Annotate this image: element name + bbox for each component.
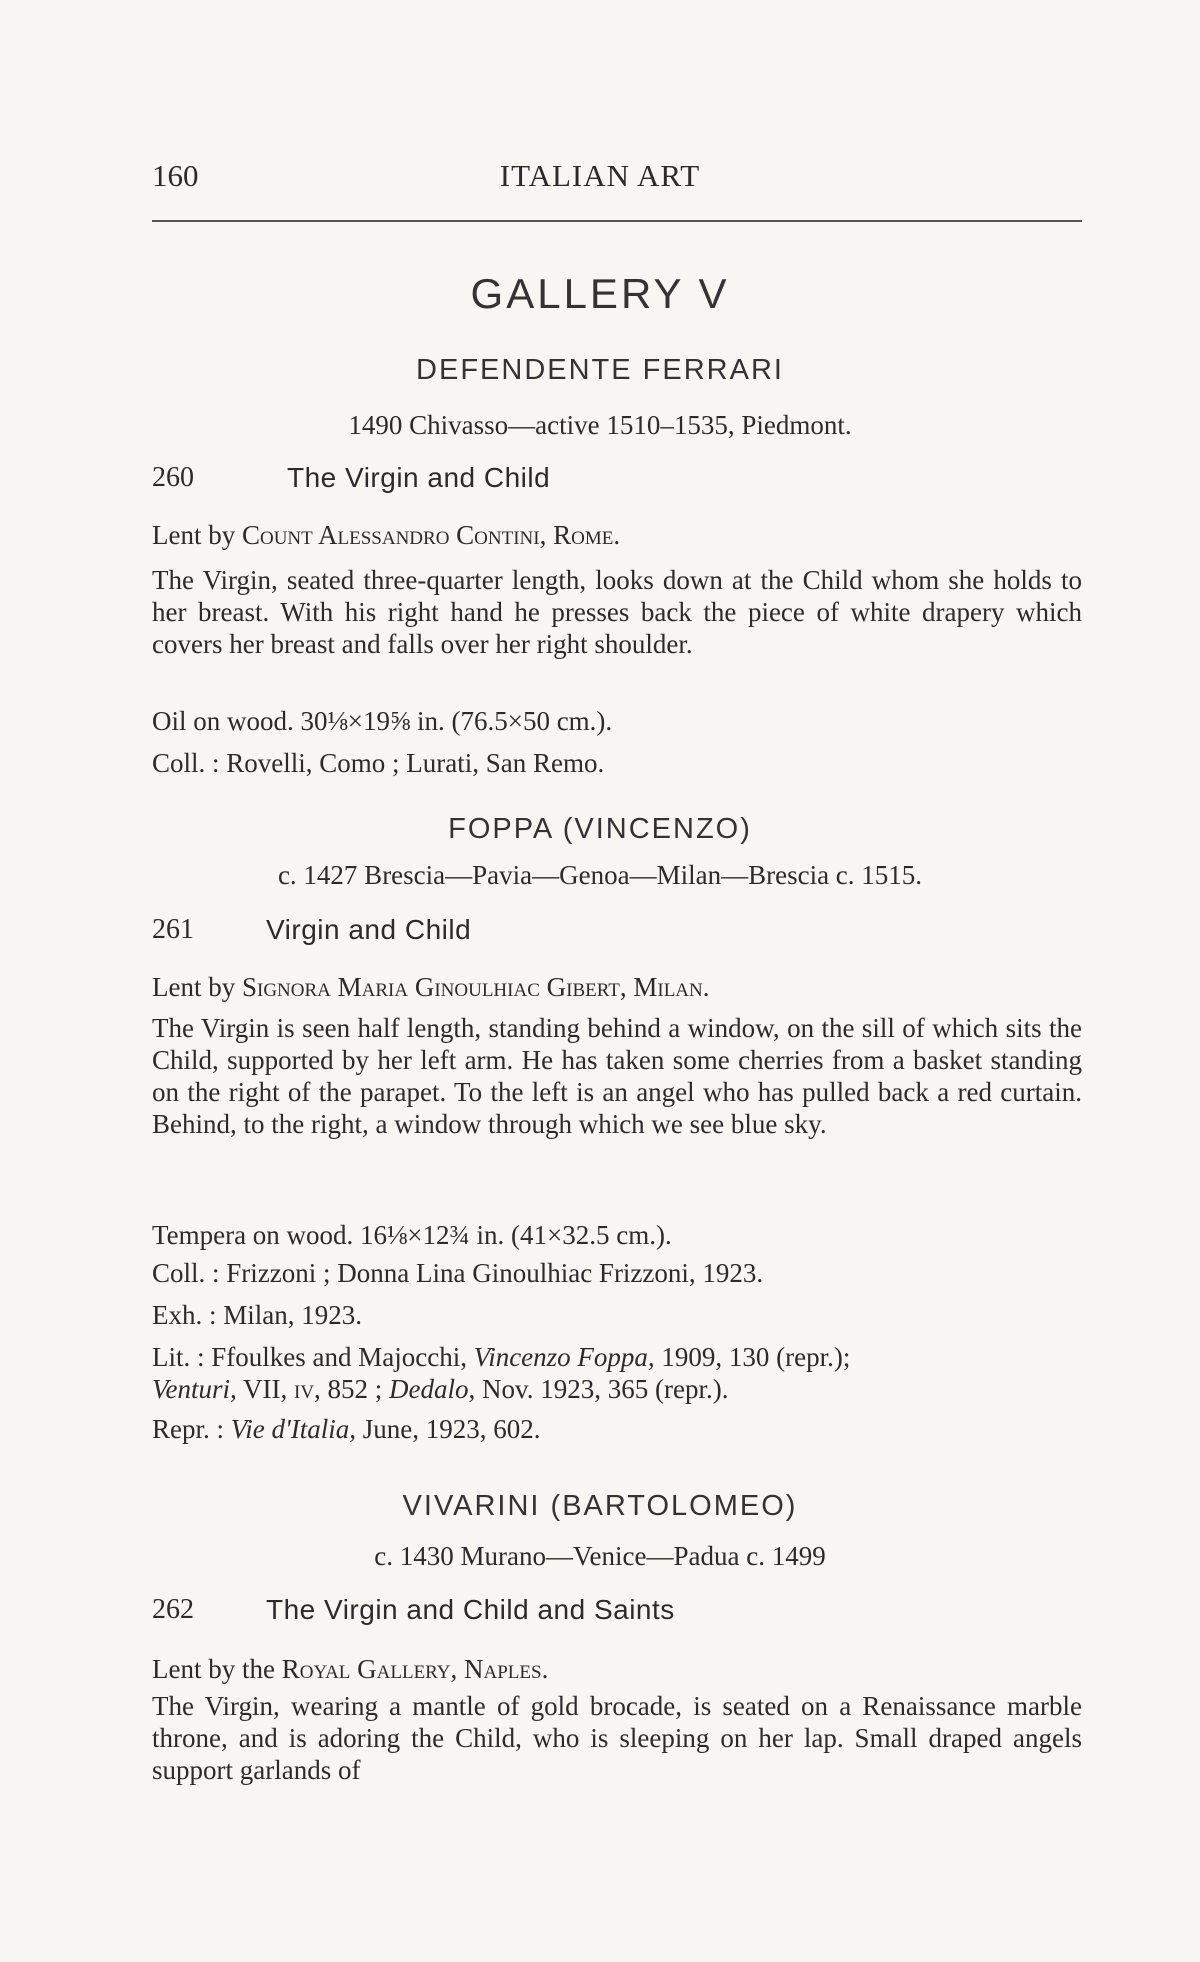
medium-dimensions: Oil on wood. 30⅛×19⅝ in. (76.5×50 cm.). [152,706,613,736]
lender-line [152,520,620,551]
literature-line-2 [152,1374,729,1405]
artist-name: FOPPA (VINCENZO) [448,813,752,845]
lender-name: Signora Maria Ginoulhiac Gibert, Milan. [241,972,710,1002]
lit-journal: Dedalo, [389,1374,476,1404]
repr-text: Repr. : [152,1414,231,1444]
lit-text: Lit. : Ffoulkes and Majocchi, [152,1342,474,1372]
artist-dates: c. 1427 Brescia—Pavia—Genoa—Milan—Brescia c. 1515. [277,860,923,890]
lender-line [152,1654,548,1685]
work-title: Virgin and Child [266,914,472,945]
lender-name: Royal Gallery, Naples. [281,1654,549,1684]
work-description: The Virgin, wearing a mantle of gold brocade, is seated on a Renaissance marble throne, and is adoring the Child, who is sleeping on her lap. Small draped angels support garlands of [152,1691,1082,1785]
collection-history: Coll. : Rovelli, Como ; Lurati, San Remo. [152,748,605,778]
lent-prefix: Lent by the [152,1654,275,1684]
catalogue-number: 261 [152,914,194,945]
artist-name: DEFENDENTE FERRARI [416,354,784,386]
lender-line [152,972,710,1003]
catalogue-number: 262 [152,1594,194,1625]
artist-name: VIVARINI (BARTOLOMEO) [402,1490,798,1522]
artist-dates: 1490 Chivasso—active 1510–1535, Piedmont. [348,410,852,440]
lit-text: Nov. 1923, 365 (repr.). [475,1374,729,1404]
running-title: ITALIAN ART [499,158,701,193]
work-description: The Virgin is seen half length, standing behind a window, on the sill of which sits the Child, supported by her left arm. He has taken some cherries from a basket standing on the right of the parapet. To the left is an angel who has pulled back a red curtain. Behind, to the right, a window through which we see blue sky. [152,1013,1082,1139]
work-title: The Virgin and Child [287,462,551,493]
header-rule [152,220,1082,222]
lender-name: Count Alessandro Contini, Rome. [241,520,621,550]
literature-line-1 [152,1342,850,1373]
medium-dimensions: Tempera on wood. 16⅛×12¾ in. (41×32.5 cm.). [152,1220,672,1250]
artist-dates: c. 1430 Murano—Venice—Padua c. 1499 [374,1541,826,1571]
lent-prefix: Lent by [152,520,236,550]
reproduction-line [152,1414,541,1445]
work-description: The Virgin, seated three-quarter length, looks down at the Child whom she holds to her breast. With his right hand he presses back the piece of white drapery which covers her breast and falls over her right shoulder. [152,565,1082,659]
collection-history: Coll. : Frizzoni ; Donna Lina Ginoulhiac Frizzoni, 1923. [152,1258,764,1288]
lit-volume: VII, iv, 852 ; [236,1374,390,1404]
lit-book-title: Vincenzo Foppa, [473,1342,655,1372]
catalogue-number: 260 [152,462,194,493]
gallery-title: GALLERY V [470,270,730,317]
lent-prefix: Lent by [152,972,236,1002]
page-number: 160 [152,158,199,193]
exhibition-history: Exh. : Milan, 1923. [152,1300,362,1330]
lit-text: 1909, 130 (repr.); [654,1342,851,1372]
repr-text: June, 1923, 602. [356,1414,541,1444]
repr-journal: Vie d'Italia, [230,1414,356,1444]
work-title: The Virgin and Child and Saints [266,1594,675,1625]
lit-author: Venturi, [152,1374,237,1404]
